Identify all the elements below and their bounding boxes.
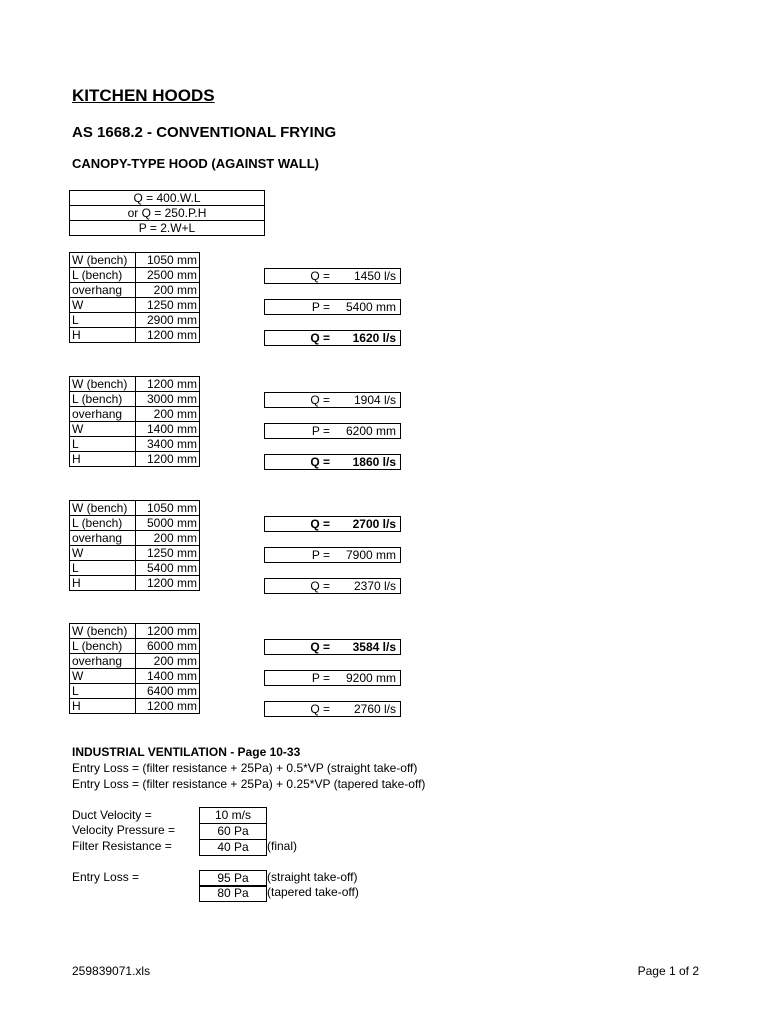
param-label: W bbox=[70, 298, 136, 313]
result-value: 1620 l/s bbox=[352, 331, 396, 345]
param-value: 1050 mm bbox=[135, 501, 199, 516]
velocity-pressure-value: 60 Pa bbox=[199, 823, 267, 840]
industrial-heading-title: INDUSTRIAL VENTILATION bbox=[72, 745, 227, 759]
case-1-result-1 bbox=[264, 268, 401, 284]
param-value: 6400 mm bbox=[135, 684, 199, 699]
param-value: 200 mm bbox=[135, 407, 199, 422]
table-row bbox=[70, 516, 200, 531]
table-row bbox=[70, 313, 200, 328]
param-label: H bbox=[70, 452, 136, 467]
result-label: P = bbox=[311, 671, 330, 685]
case-3-input-table bbox=[69, 500, 200, 591]
result-label: P = bbox=[311, 548, 330, 562]
filter-resistance-note: (final) bbox=[267, 839, 298, 853]
table-row bbox=[70, 546, 200, 561]
result-value: 2370 l/s bbox=[353, 579, 396, 593]
table-row bbox=[70, 684, 200, 699]
table-row bbox=[70, 268, 200, 283]
formula-p: P = 2.W+L bbox=[70, 221, 265, 236]
table-row bbox=[70, 531, 200, 546]
param-label: H bbox=[70, 699, 136, 714]
param-label: W bbox=[70, 546, 136, 561]
param-label: L bbox=[70, 313, 136, 328]
table-row bbox=[70, 669, 200, 684]
result-value: 1904 l/s bbox=[353, 393, 396, 407]
param-value: 200 mm bbox=[135, 654, 199, 669]
param-value: 1200 mm bbox=[135, 699, 199, 714]
param-label: H bbox=[70, 576, 136, 591]
table-row bbox=[70, 392, 200, 407]
table-row bbox=[70, 699, 200, 714]
param-value: 1250 mm bbox=[135, 298, 199, 313]
case-1-result-3 bbox=[264, 330, 401, 346]
param-value: 3400 mm bbox=[135, 437, 199, 452]
table-row bbox=[70, 437, 200, 452]
industrial-heading-page: - Page 10-33 bbox=[226, 745, 301, 759]
footer-filename: 259839071.xls bbox=[72, 964, 151, 978]
param-label: H bbox=[70, 328, 136, 343]
param-value: 5000 mm bbox=[135, 516, 199, 531]
table-row bbox=[70, 298, 200, 313]
table-row bbox=[70, 422, 200, 437]
param-value: 200 mm bbox=[135, 531, 199, 546]
filter-resistance-value: 40 Pa bbox=[199, 839, 267, 856]
result-value: 6200 mm bbox=[345, 424, 396, 438]
param-value: 200 mm bbox=[135, 283, 199, 298]
entry-loss-straight-value: 95 Pa bbox=[199, 870, 267, 887]
table-row bbox=[70, 407, 200, 422]
result-label: Q = bbox=[310, 579, 330, 593]
result-value: 2760 l/s bbox=[353, 702, 396, 716]
duct-velocity-value: 10 m/s bbox=[199, 807, 267, 824]
standard-heading: AS 1668.2 - CONVENTIONAL FRYING bbox=[72, 124, 337, 141]
param-label: L bbox=[70, 437, 136, 452]
param-label: L bbox=[70, 684, 136, 699]
duct-velocity-label: Duct Velocity = bbox=[72, 808, 152, 822]
velocity-pressure-label: Velocity Pressure = bbox=[72, 823, 176, 837]
table-row bbox=[70, 377, 200, 392]
table-row bbox=[70, 501, 200, 516]
result-label: P = bbox=[311, 300, 330, 314]
param-label: W (bench) bbox=[70, 501, 136, 516]
case-2-result-1 bbox=[264, 392, 401, 408]
case-2-result-3 bbox=[264, 454, 401, 470]
table-row bbox=[70, 253, 200, 268]
table-row bbox=[70, 561, 200, 576]
case-3-result-2 bbox=[264, 547, 401, 563]
case-4-result-2 bbox=[264, 670, 401, 686]
param-label: W (bench) bbox=[70, 253, 136, 268]
param-value: 1200 mm bbox=[135, 328, 199, 343]
table-row bbox=[70, 639, 200, 654]
result-value: 1860 l/s bbox=[352, 455, 396, 469]
result-value: 3584 l/s bbox=[352, 640, 396, 654]
result-value: 7900 mm bbox=[345, 548, 396, 562]
result-value: 2700 l/s bbox=[352, 517, 396, 531]
table-row bbox=[70, 283, 200, 298]
case-4-input-table bbox=[69, 623, 200, 714]
param-value: 1200 mm bbox=[135, 576, 199, 591]
case-4-result-3 bbox=[264, 701, 401, 717]
result-label: Q = bbox=[310, 455, 330, 469]
param-label: L (bench) bbox=[70, 392, 136, 407]
param-label: L (bench) bbox=[70, 639, 136, 654]
entry-loss-formula-straight: Entry Loss = (filter resistance + 25Pa) + 0.5*VP (straight take-off) bbox=[72, 761, 418, 775]
result-value: 1450 l/s bbox=[353, 269, 396, 283]
param-label: overhang bbox=[70, 531, 136, 546]
filter-resistance-label: Filter Resistance = bbox=[72, 839, 172, 853]
param-label: L (bench) bbox=[70, 516, 136, 531]
result-label: Q = bbox=[310, 517, 330, 531]
param-label: W bbox=[70, 669, 136, 684]
table-row bbox=[70, 328, 200, 343]
entry-loss-label: Entry Loss = bbox=[72, 870, 140, 884]
param-label: L bbox=[70, 561, 136, 576]
case-1-result-2 bbox=[264, 299, 401, 315]
param-value: 2500 mm bbox=[135, 268, 199, 283]
param-label: overhang bbox=[70, 654, 136, 669]
footer-page-number: Page 1 of 2 bbox=[637, 964, 699, 978]
entry-loss-formula-tapered: Entry Loss = (filter resistance + 25Pa) + 0.25*VP (tapered take-off) bbox=[72, 777, 426, 791]
param-value: 1400 mm bbox=[135, 422, 199, 437]
param-value: 5400 mm bbox=[135, 561, 199, 576]
result-value: 5400 mm bbox=[345, 300, 396, 314]
table-row bbox=[70, 654, 200, 669]
param-label: overhang bbox=[70, 407, 136, 422]
formula-q-wl: Q = 400.W.L bbox=[70, 191, 265, 206]
param-value: 1200 mm bbox=[135, 624, 199, 639]
formula-table bbox=[69, 190, 265, 236]
entry-loss-tapered-note: (tapered take-off) bbox=[267, 885, 359, 899]
table-row bbox=[70, 576, 200, 591]
entry-loss-straight-note: (straight take-off) bbox=[267, 870, 358, 884]
page-title: KITCHEN HOODS bbox=[72, 86, 215, 105]
case-2-result-2 bbox=[264, 423, 401, 439]
case-1-input-table bbox=[69, 252, 200, 343]
param-value: 2900 mm bbox=[135, 313, 199, 328]
case-2-input-table bbox=[69, 376, 200, 467]
param-value: 1200 mm bbox=[135, 452, 199, 467]
case-4-result-1 bbox=[264, 639, 401, 655]
param-value: 1250 mm bbox=[135, 546, 199, 561]
formula-q-ph: or Q = 250.P.H bbox=[70, 206, 265, 221]
case-3-result-3 bbox=[264, 578, 401, 594]
industrial-heading bbox=[72, 745, 300, 760]
param-label: W bbox=[70, 422, 136, 437]
table-row bbox=[70, 452, 200, 467]
result-label: Q = bbox=[310, 331, 330, 345]
param-value: 6000 mm bbox=[135, 639, 199, 654]
param-label: W (bench) bbox=[70, 377, 136, 392]
param-label: W (bench) bbox=[70, 624, 136, 639]
table-row bbox=[70, 624, 200, 639]
case-3-result-1 bbox=[264, 516, 401, 532]
result-label: Q = bbox=[310, 640, 330, 654]
param-value: 1400 mm bbox=[135, 669, 199, 684]
result-label: Q = bbox=[310, 393, 330, 407]
result-label: P = bbox=[311, 424, 330, 438]
param-value: 1200 mm bbox=[135, 377, 199, 392]
result-label: Q = bbox=[310, 702, 330, 716]
param-label: L (bench) bbox=[70, 268, 136, 283]
param-label: overhang bbox=[70, 283, 136, 298]
param-value: 1050 mm bbox=[135, 253, 199, 268]
result-label: Q = bbox=[310, 269, 330, 283]
entry-loss-tapered-value: 80 Pa bbox=[199, 885, 267, 902]
section-heading: CANOPY-TYPE HOOD (AGAINST WALL) bbox=[72, 156, 319, 171]
result-value: 9200 mm bbox=[345, 671, 396, 685]
param-value: 3000 mm bbox=[135, 392, 199, 407]
